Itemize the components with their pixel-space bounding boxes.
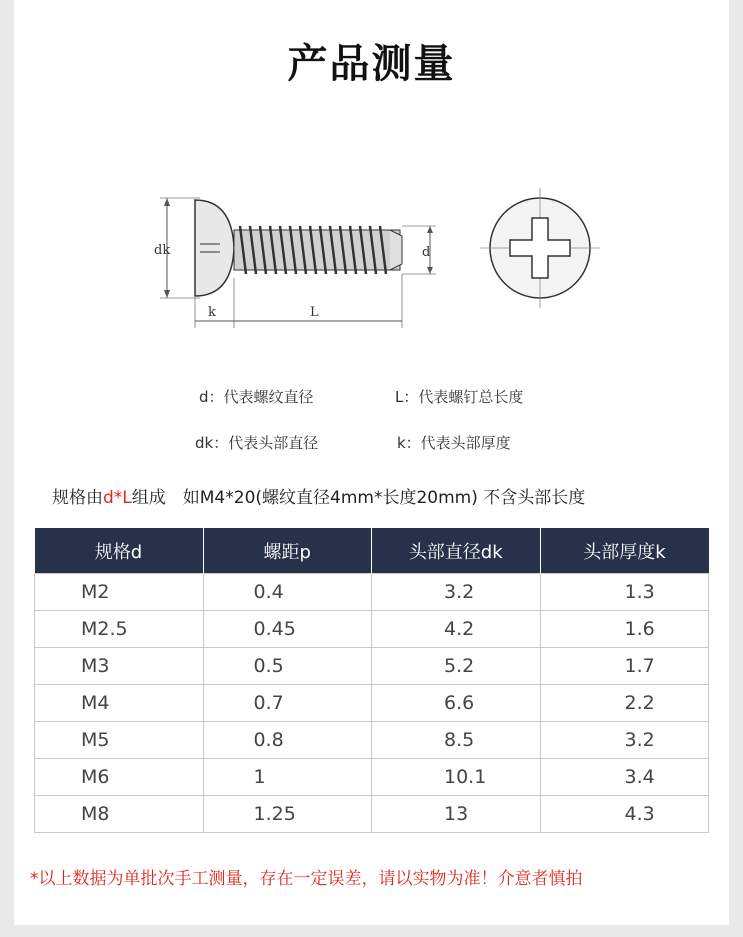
cell-head-thickness: 3.2 [540, 722, 709, 759]
cell-size: M5 [35, 722, 204, 759]
disclaimer-note: *以上数据为单批次手工测量，存在一定误差，请以实物为准！介意者慎拍 [30, 869, 583, 889]
cell-size: M3 [35, 648, 204, 685]
table-row [35, 574, 709, 611]
cell-head-thickness: 4.3 [540, 796, 709, 833]
cell-head-thickness: 3.4 [540, 759, 709, 796]
legend-L: L：代表螺钉总长度 [395, 388, 524, 406]
cell-pitch: 1.25 [203, 796, 372, 833]
cell-head-diameter: 6.6 [372, 685, 541, 722]
spec-prefix: 规格由 [52, 488, 103, 508]
page-title: 产品测量 [287, 41, 456, 87]
header-pitch: 螺距p [203, 528, 372, 574]
cell-size: M8 [35, 796, 204, 833]
k-label: k [208, 305, 216, 320]
cell-pitch: 0.8 [203, 722, 372, 759]
screw-head [195, 200, 234, 296]
spec-description [52, 483, 585, 508]
cell-size: M2 [35, 574, 204, 611]
legend-dk: dk：代表头部直径 [195, 434, 319, 452]
cell-pitch: 0.7 [203, 685, 372, 722]
table-header-row [35, 528, 709, 574]
L-label: L [310, 305, 319, 320]
cell-head-diameter: 10.1 [372, 759, 541, 796]
screw-diagram [140, 178, 620, 338]
cell-head-diameter: 13 [372, 796, 541, 833]
table-row [35, 685, 709, 722]
spec-table [34, 528, 709, 833]
table-row [35, 611, 709, 648]
cell-head-diameter: 4.2 [372, 611, 541, 648]
header-size: 规格d [35, 528, 204, 574]
cell-head-thickness: 1.6 [540, 611, 709, 648]
header-head-thickness: 头部厚度k [540, 528, 709, 574]
cell-head-diameter: 3.2 [372, 574, 541, 611]
table-row [35, 648, 709, 685]
table-row [35, 796, 709, 833]
cell-head-thickness: 2.2 [540, 685, 709, 722]
cell-size: M2.5 [35, 611, 204, 648]
cell-pitch: 0.5 [203, 648, 372, 685]
cell-pitch: 1 [203, 759, 372, 796]
legend-k: k：代表头部厚度 [397, 434, 511, 452]
cell-head-thickness: 1.3 [540, 574, 709, 611]
cell-size: M4 [35, 685, 204, 722]
cell-head-diameter: 8.5 [372, 722, 541, 759]
table-row [35, 759, 709, 796]
spec-formula: d*L [103, 488, 132, 508]
legend-d: d：代表螺纹直径 [199, 388, 314, 406]
cell-head-diameter: 5.2 [372, 648, 541, 685]
cell-size: M6 [35, 759, 204, 796]
cell-pitch: 0.45 [203, 611, 372, 648]
cell-head-thickness: 1.7 [540, 648, 709, 685]
d-label: d [422, 245, 431, 260]
table-row [35, 722, 709, 759]
dk-label: dk [154, 243, 171, 258]
header-head-diameter: 头部直径dk [372, 528, 541, 574]
cell-pitch: 0.4 [203, 574, 372, 611]
spec-suffix: 组成 如M4*20(螺纹直径4mm*长度20mm) 不含头部长度 [131, 488, 586, 508]
